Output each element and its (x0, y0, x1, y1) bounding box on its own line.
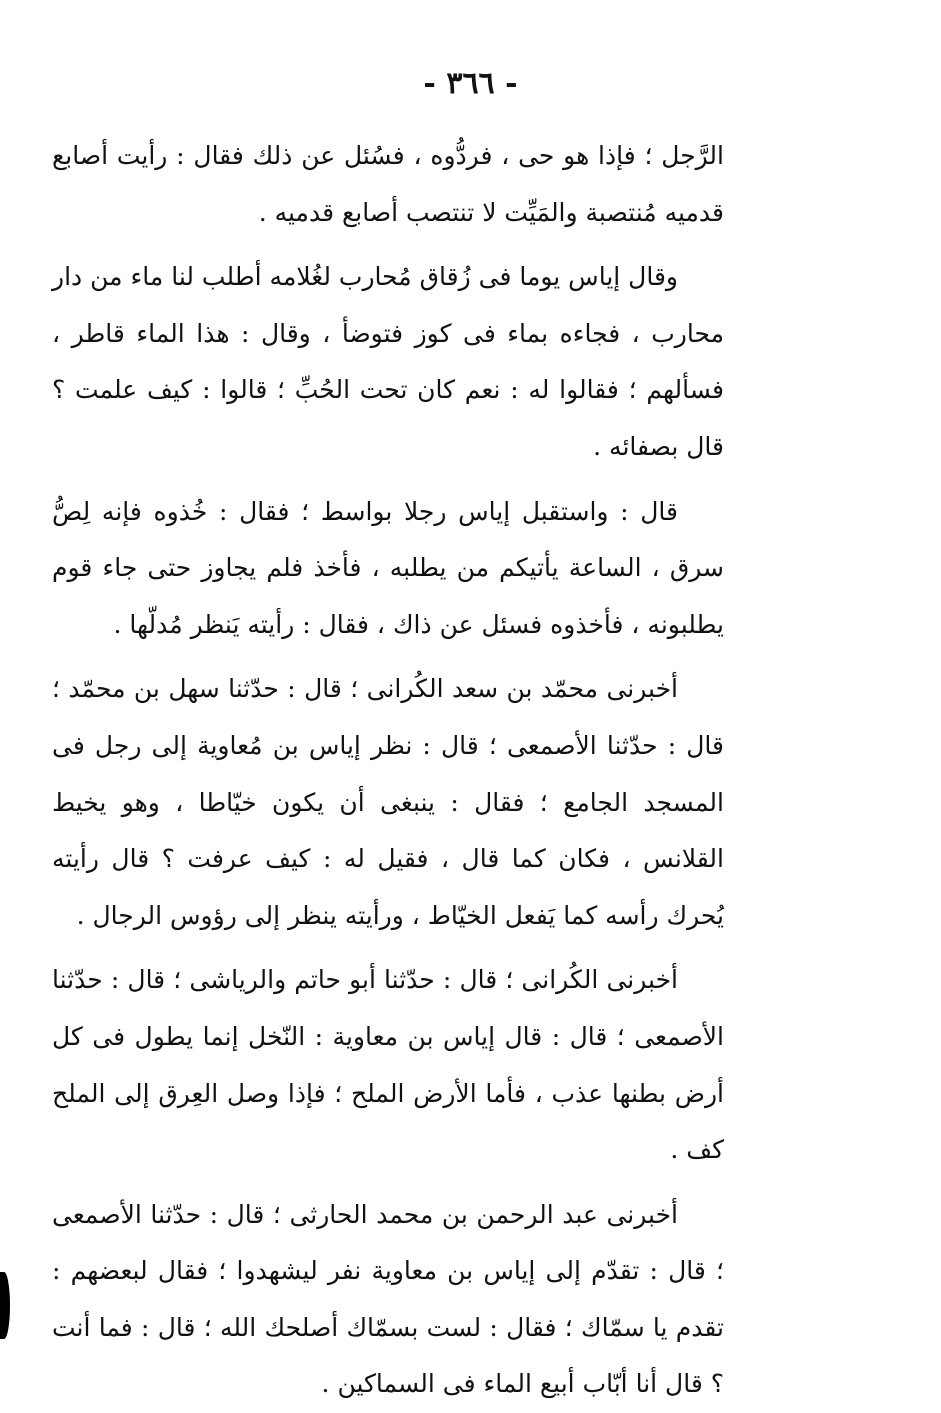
paragraph-5: أخبرنى الكُرانى ؛ قال : حدّثنا أبو حاتم والرياشى ؛ قال : حدّثنا الأصمعى ؛ قال : قال إياس بن معاوية : النّخل إنما يطول فى كل أرض بطنها عذب ، فأما الأرض الملح ؛ فإذا وصل العِرق إلى الملح كف . (52, 965, 724, 1165)
page-number: - ٣٦٦ - (423, 66, 518, 101)
paragraph-4: أخبرنى محمّد بن سعد الكُرانى ؛ قال : حدّثنا سهل بن محمّد ؛ قال : حدّثنا الأصمعى ؛ قال : نظر إياس بن مُعاوية إلى رجل فى المسجد الجامع ؛ فقال : ينبغى أن يكون خيّاطا ، وهو يخيط القلانس ، فكان كما قال ، فقيل له : كيف عرفت ؟ قال رأيته يُحرك رأسه كما يَفعل الخيّاط ، ورأيته ينظر إلى رؤوس الرجال . (52, 674, 724, 930)
body-text (52, 128, 724, 1413)
binding-edge-mark (0, 1272, 10, 1339)
paragraph-2: وقال إياس يوما فى زُقاق مُحارب لغُلامه أطلب لنا ماء من دار محارب ، فجاءه بماء فى كوز فتوضأ ، وقال : هذا الماء قاطر ، فسألهم ؛ فقالوا له : نعم كان تحت الحُبِّ ؛ قالوا : كيف علمت ؟ قال بصفائه . (52, 262, 724, 461)
paragraph-3: قال : واستقبل إياس رجلا بواسط ؛ فقال : خُذوه فإنه لِصُّ سرق ، الساعة يأتيكم من يطلبه ، فأخذ فلم يجاوز حتى جاء قوم يطلبونه ، فأخذوه فسئل عن ذاك ، فقال : رأيته يَنظر مُدلّها . (52, 496, 724, 639)
paragraph-1: الرَّجل ؛ فإذا هو حى ، فردُّوه ، فسُئل عن ذلك فقال : رأيت أصابع قدميه مُنتصبة والمَيِّت لا تنتصب أصابع قدميه . (52, 141, 724, 227)
paragraph-6: أخبرنى عبد الرحمن بن محمد الحارثى ؛ قال : حدّثنا الأصمعى ؛ قال : تقدّم إلى إياس بن معاوية نفر ليشهدوا ؛ فقال لبعضهم : تقدم يا سمّاك ؛ فقال : لست بسمّاك أصلحك الله ؛ قال : فما أنت ؟ قال أنا أبّاب أبيع الماء فى السماكين . (52, 1199, 724, 1399)
